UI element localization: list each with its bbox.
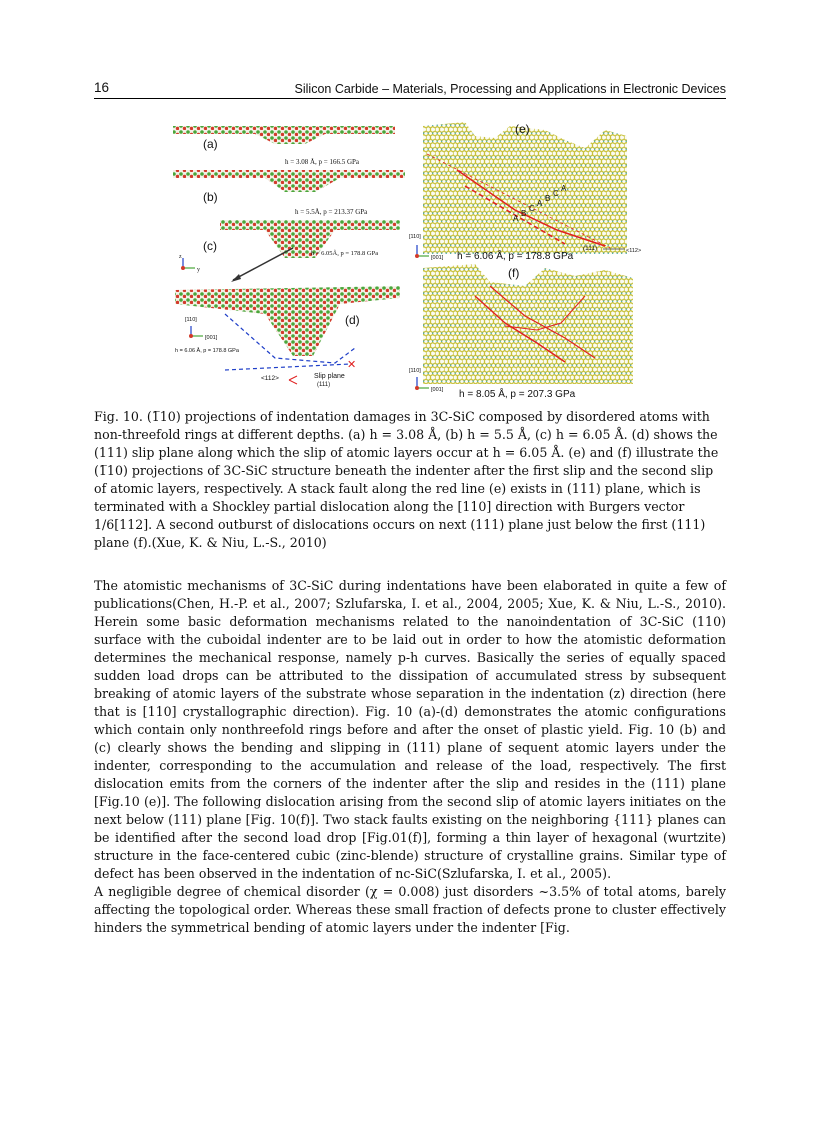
dir-001-f: [001] — [431, 387, 444, 393]
dir-110-left: [110] — [185, 317, 197, 323]
axis-z: z — [179, 254, 182, 260]
svg-text:✕: ✕ — [347, 359, 357, 371]
dir-001-left: [001] — [205, 335, 218, 341]
value-c: h = 6.05Å, p = 178.8 GPa — [311, 250, 379, 257]
dir-111-e: (111) — [583, 245, 598, 252]
body-text — [94, 577, 726, 937]
panel-b — [173, 170, 405, 216]
panel-c — [179, 220, 400, 282]
figure-caption — [94, 408, 726, 552]
dir-112-left: <112> — [261, 375, 279, 382]
label-a: (a) — [203, 137, 218, 151]
label-e: (e) — [515, 122, 530, 136]
letter-1: A — [513, 214, 519, 223]
letter-3: C — [529, 204, 535, 213]
arrow-c — [233, 248, 293, 280]
panel-f — [409, 264, 633, 400]
label-f: (f) — [508, 266, 520, 280]
panel-e — [409, 122, 641, 262]
label-b: (b) — [203, 190, 218, 204]
page-number: 16 — [94, 80, 110, 95]
running-header — [94, 80, 726, 99]
value-b: h = 5.5Å, p = 213.37 GPa — [295, 208, 368, 216]
value-a: h = 3.08 Å, p = 166.5 GPa — [285, 158, 360, 166]
running-title: Silicon Carbide – Materials, Processing and Applications in Electronic Devices — [294, 82, 726, 96]
dir-112-e: <112> — [626, 248, 642, 254]
caption-text: Fig. 10. (1̅10) projections of indentation damages in 3C-SiC composed by disordered atoms with non-threefold rings at different depths. (a) h = 3.08 Å, (b) h = 5.5 Å, (c) h = 6.05 Å. (d) shows the (111) slip plane along which the slip of atomic layers occur at h = 6.05 Å. (e) and (f) illustrate the (1̅10) projections of 3C-SiC structure beneath the indenter after the first slip and the second slip of atomic layers, respectively. A stack fault along the red line (e) exists in (111) plane, which is terminated with a Shockley partial dislocation along the [110] direction with Burgers vector 1/6[112]. A second outburst of dislocations occurs on next (111) plane just below the first (111) plane (f).(Xue, K. & Niu, L.-S., 2010) — [94, 409, 719, 550]
slip-plane-label: Slip plane — [314, 373, 345, 380]
paragraph-1: The atomistic mechanisms of 3C-SiC during indentations have been elaborated in quite a few of publications(Chen, H.-P. et al., 2007; Szlufarska, I. et al., 2004, 2005; Xue, K. & Niu, L.-S., 2010). Herein some basic deformation mechanisms related to the nanoindentation of 3C-SiC (110) surface with the cuboidal indenter are to be laid out in order to how the atomistic deformation determines the mechanical response, namely p-h curves. Basically the series of equally spaced sudden load drops can be attributed to the dissipation of accumulated stress by subsequent breaking of atomic layers of the substrate whose separation in the indentation (z) direction (here that is [110] crystallographic direction). Fig. 10 (a)-(d) demonstrates the atomic configurations which contain only nonthreefold rings before and after the onset of plastic yield. Fig. 10 (b) and (c) clearly shows the bending and slipping in (111) plane of sequent atomic layers under the indenter, corresponding to the accumulation and release of the load, respectively. The first dislocation emits from the corners of the indenter after the slip and resides in the (111) plane [Fig.10 (e)]. The following dislocation arising from the second slip of atomic layers initiates on the next below (111) plane [Fig. 10(f)]. Two stack faults existing on the neighboring {111} planes can be identified after the second load drop [Fig.01(f)], forming a thin layer of hexagonal (wurtzite) structure in the face-centered cubic (zinc-blende) structure of crystalline grains. Similar type of defect has been observed in the indentation of nc-SiC(Szlufarska, I. et al., 2005). — [94, 578, 726, 881]
label-d: (d) — [345, 313, 360, 327]
letter-7: A — [561, 184, 567, 193]
letter-6: C — [553, 189, 559, 198]
dir-110-e: [110] — [409, 234, 421, 240]
dir-110-f: [110] — [409, 368, 421, 374]
figure-10 — [165, 118, 660, 400]
value-d: h = 6.06 Å, p = 178.8 GPa — [175, 348, 239, 354]
label-c: (c) — [203, 239, 217, 253]
value-f: h = 8.05 Å, p = 207.3 GPa — [459, 389, 576, 400]
letter-2: B — [521, 209, 527, 218]
slip-plane-index: (111) — [317, 382, 331, 388]
letter-4: A — [537, 199, 543, 208]
panel-d — [175, 286, 400, 388]
dir-001-e: [001] — [431, 255, 444, 261]
figure-10-graphic — [165, 118, 660, 400]
axis-y: y — [197, 267, 200, 273]
panel-a — [173, 126, 395, 166]
letter-5: B — [545, 194, 551, 203]
value-e: h = 6.06 Å, p = 178.8 GPa — [457, 251, 574, 262]
paragraph-2: A negligible degree of chemical disorder (χ = 0.008) just disorders ~3.5% of total atoms, barely affecting the topological order. Whereas these small fraction of defects prone to cluster effectively hinders the symmetrical bending of atomic layers under the indenter [Fig. — [94, 884, 726, 935]
